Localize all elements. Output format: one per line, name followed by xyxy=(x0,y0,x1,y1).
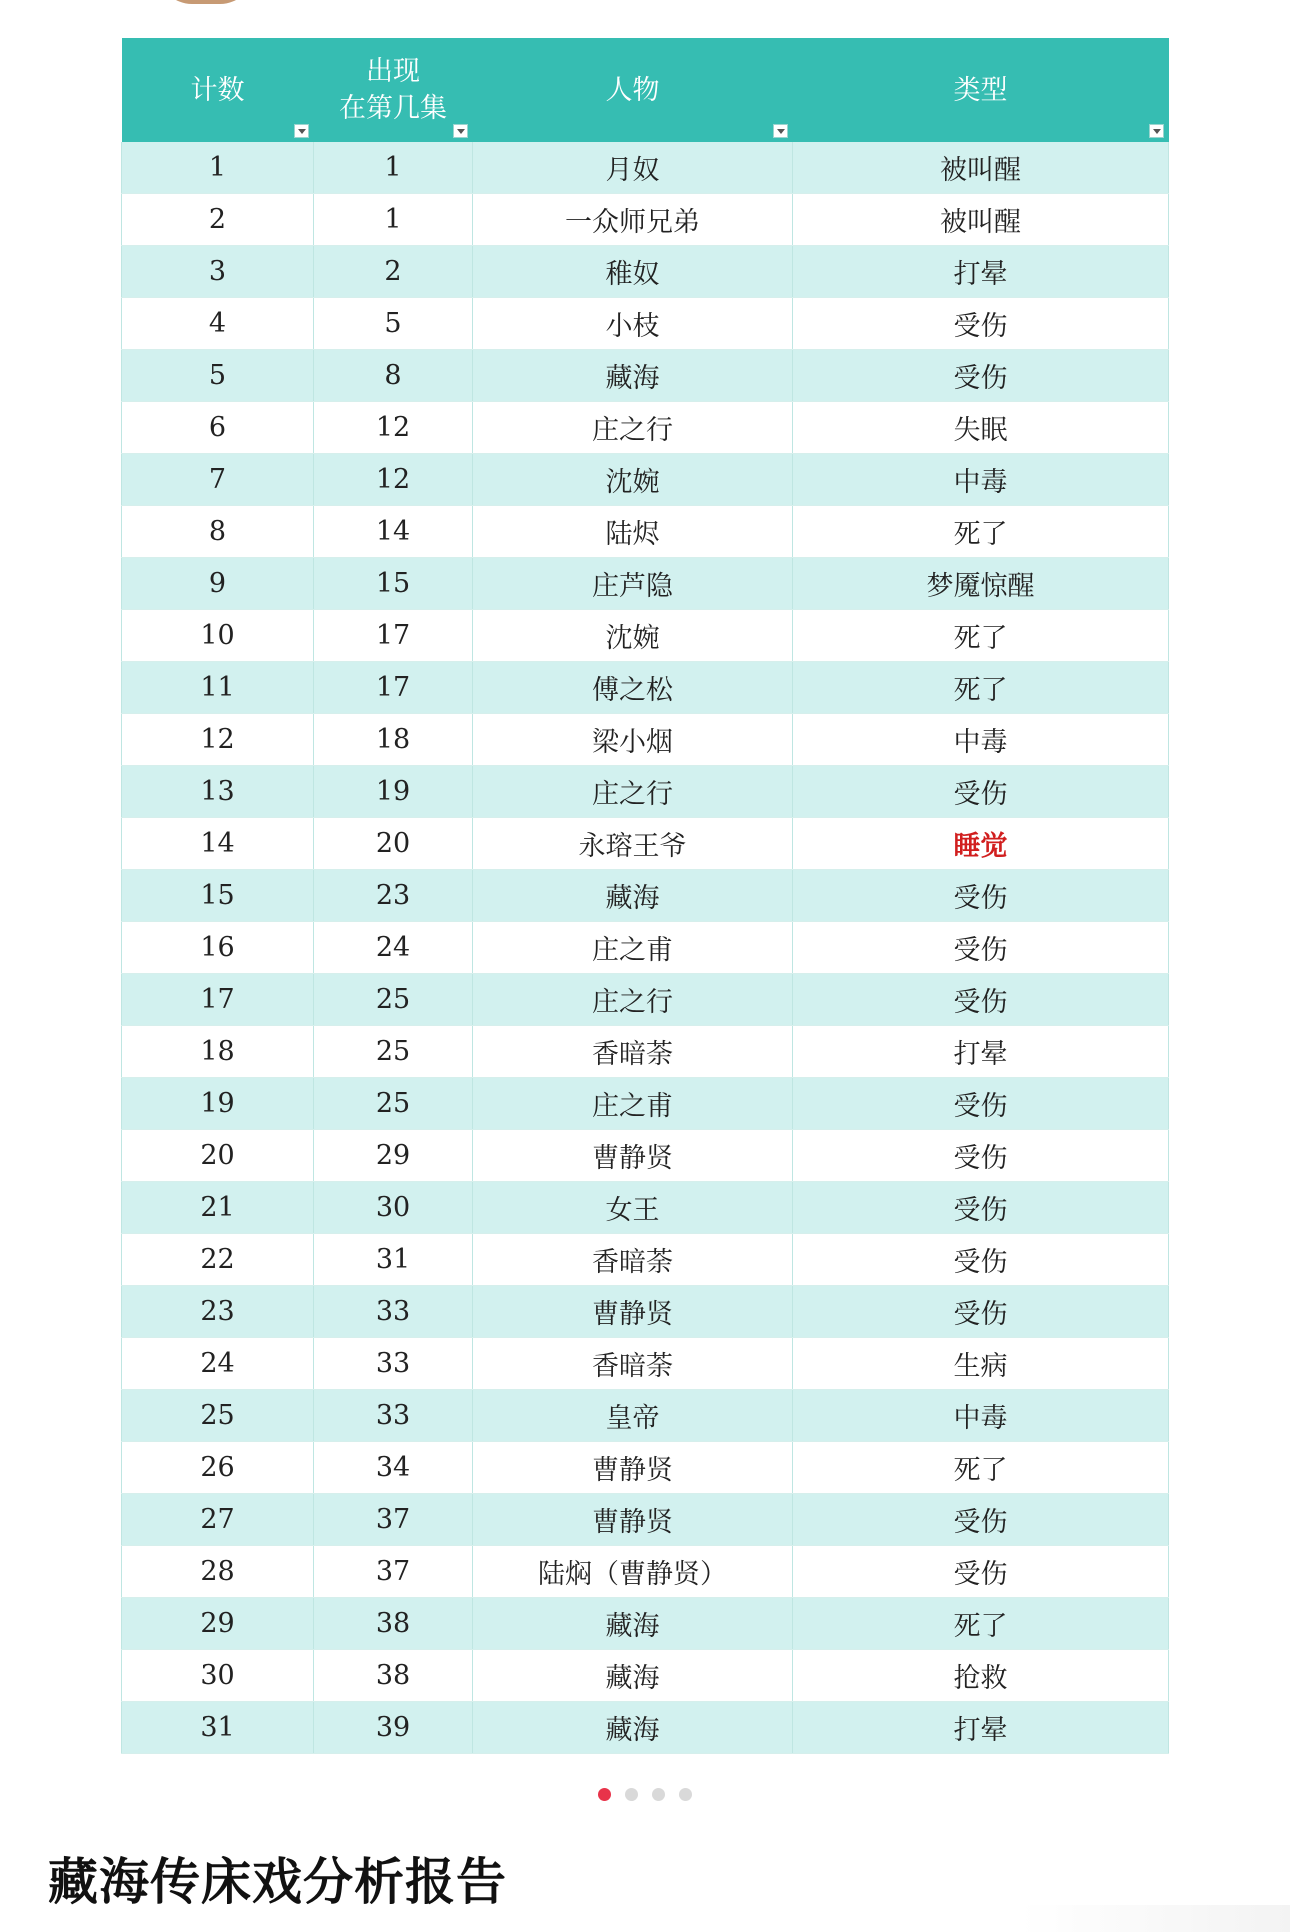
table-row xyxy=(122,194,1169,246)
type-cell: 打晕 xyxy=(793,246,1169,298)
count-cell: 29 xyxy=(122,1598,314,1650)
table-row xyxy=(122,766,1169,818)
table-row xyxy=(122,506,1169,558)
table-row xyxy=(122,1442,1169,1494)
count-cell: 13 xyxy=(122,766,314,818)
character-cell: 曹静贤 xyxy=(473,1494,793,1546)
table-row xyxy=(122,454,1169,506)
table-row xyxy=(122,1078,1169,1130)
character-cell: 陆烬 xyxy=(473,506,793,558)
type-cell: 死了 xyxy=(793,506,1169,558)
character-cell: 曹静贤 xyxy=(473,1442,793,1494)
type-cell: 睡觉 xyxy=(793,818,1169,870)
episode-cell: 31 xyxy=(314,1234,473,1286)
type-cell: 打晕 xyxy=(793,1026,1169,1078)
carousel-dot[interactable] xyxy=(679,1788,692,1801)
type-cell: 抢救 xyxy=(793,1650,1169,1702)
character-cell: 曹静贤 xyxy=(473,1286,793,1338)
carousel-indicator xyxy=(0,1788,1290,1801)
character-cell: 香暗荼 xyxy=(473,1026,793,1078)
filter-dropdown-icon[interactable] xyxy=(1149,124,1164,138)
header-character-label: 人物 xyxy=(605,74,660,106)
count-cell: 7 xyxy=(122,454,314,506)
episode-cell: 24 xyxy=(314,922,473,974)
type-cell: 打晕 xyxy=(793,1702,1169,1754)
character-cell: 庄之行 xyxy=(473,402,793,454)
character-cell: 永瑢王爷 xyxy=(473,818,793,870)
type-cell: 受伤 xyxy=(793,974,1169,1026)
character-cell: 沈婉 xyxy=(473,610,793,662)
table-row xyxy=(122,1286,1169,1338)
table-row xyxy=(122,662,1169,714)
count-cell: 4 xyxy=(122,298,314,350)
character-cell: 小枝 xyxy=(473,298,793,350)
data-table xyxy=(121,38,1169,1754)
post-title: 藏海传床戏分析报告 xyxy=(48,1853,507,1911)
character-cell: 稚奴 xyxy=(473,246,793,298)
type-cell: 受伤 xyxy=(793,350,1169,402)
table-row xyxy=(122,1494,1169,1546)
type-cell: 生病 xyxy=(793,1338,1169,1390)
character-cell: 庄之甫 xyxy=(473,922,793,974)
episode-cell: 38 xyxy=(314,1598,473,1650)
table-row xyxy=(122,818,1169,870)
filter-dropdown-icon[interactable] xyxy=(773,124,788,138)
type-cell: 中毒 xyxy=(793,454,1169,506)
avatar[interactable] xyxy=(158,0,254,4)
episode-cell: 33 xyxy=(314,1338,473,1390)
character-cell: 庄之甫 xyxy=(473,1078,793,1130)
spreadsheet-image xyxy=(121,38,1168,1754)
table-body xyxy=(122,142,1169,1754)
count-cell: 22 xyxy=(122,1234,314,1286)
episode-cell: 23 xyxy=(314,870,473,922)
count-cell: 24 xyxy=(122,1338,314,1390)
count-cell: 5 xyxy=(122,350,314,402)
character-cell: 沈婉 xyxy=(473,454,793,506)
type-cell: 死了 xyxy=(793,1598,1169,1650)
header-character xyxy=(473,38,793,142)
type-cell: 死了 xyxy=(793,662,1169,714)
character-cell: 香暗荼 xyxy=(473,1234,793,1286)
episode-cell: 37 xyxy=(314,1494,473,1546)
table-row xyxy=(122,298,1169,350)
character-cell: 曹静贤 xyxy=(473,1130,793,1182)
count-cell: 23 xyxy=(122,1286,314,1338)
type-cell: 受伤 xyxy=(793,298,1169,350)
episode-cell: 39 xyxy=(314,1702,473,1754)
table-row xyxy=(122,870,1169,922)
header-episode-label: 出现 在第几集 xyxy=(339,56,447,124)
episode-cell: 25 xyxy=(314,1078,473,1130)
count-cell: 25 xyxy=(122,1390,314,1442)
episode-cell: 1 xyxy=(314,194,473,246)
table-row xyxy=(122,922,1169,974)
count-cell: 20 xyxy=(122,1130,314,1182)
count-cell: 14 xyxy=(122,818,314,870)
table-row xyxy=(122,558,1169,610)
count-cell: 31 xyxy=(122,1702,314,1754)
count-cell: 8 xyxy=(122,506,314,558)
character-cell: 藏海 xyxy=(473,1598,793,1650)
carousel-dot[interactable] xyxy=(652,1788,665,1801)
episode-cell: 29 xyxy=(314,1130,473,1182)
episode-cell: 33 xyxy=(314,1286,473,1338)
episode-cell: 17 xyxy=(314,610,473,662)
character-cell: 藏海 xyxy=(473,1702,793,1754)
type-cell: 被叫醒 xyxy=(793,142,1169,194)
count-cell: 27 xyxy=(122,1494,314,1546)
filter-dropdown-icon[interactable] xyxy=(294,124,309,138)
episode-cell: 12 xyxy=(314,454,473,506)
type-cell: 被叫醒 xyxy=(793,194,1169,246)
episode-cell: 14 xyxy=(314,506,473,558)
type-cell: 受伤 xyxy=(793,1494,1169,1546)
character-cell: 一众师兄弟 xyxy=(473,194,793,246)
count-cell: 3 xyxy=(122,246,314,298)
table-row xyxy=(122,246,1169,298)
table-row xyxy=(122,142,1169,194)
episode-cell: 34 xyxy=(314,1442,473,1494)
character-cell: 梁小烟 xyxy=(473,714,793,766)
type-cell: 受伤 xyxy=(793,870,1169,922)
header-count xyxy=(122,38,314,142)
count-cell: 1 xyxy=(122,142,314,194)
header-type-label: 类型 xyxy=(953,74,1008,106)
count-cell: 18 xyxy=(122,1026,314,1078)
type-cell: 死了 xyxy=(793,1442,1169,1494)
character-cell: 傅之松 xyxy=(473,662,793,714)
character-cell: 藏海 xyxy=(473,350,793,402)
type-cell: 受伤 xyxy=(793,1546,1169,1598)
table-row xyxy=(122,1702,1169,1754)
table-row xyxy=(122,1598,1169,1650)
header-row xyxy=(122,38,1169,142)
filter-dropdown-icon[interactable] xyxy=(453,124,468,138)
table-row xyxy=(122,402,1169,454)
count-cell: 11 xyxy=(122,662,314,714)
table-row xyxy=(122,714,1169,766)
episode-cell: 19 xyxy=(314,766,473,818)
count-cell: 2 xyxy=(122,194,314,246)
count-cell: 10 xyxy=(122,610,314,662)
episode-cell: 25 xyxy=(314,1026,473,1078)
character-cell: 藏海 xyxy=(473,870,793,922)
episode-cell: 2 xyxy=(314,246,473,298)
type-cell: 受伤 xyxy=(793,922,1169,974)
type-cell: 死了 xyxy=(793,610,1169,662)
character-cell: 皇帝 xyxy=(473,1390,793,1442)
table-row xyxy=(122,1234,1169,1286)
episode-cell: 8 xyxy=(314,350,473,402)
count-cell: 21 xyxy=(122,1182,314,1234)
count-cell: 15 xyxy=(122,870,314,922)
header-count-label: 计数 xyxy=(190,74,245,106)
character-cell: 月奴 xyxy=(473,142,793,194)
type-cell: 失眠 xyxy=(793,402,1169,454)
type-cell: 受伤 xyxy=(793,1182,1169,1234)
type-cell: 中毒 xyxy=(793,1390,1169,1442)
header-type xyxy=(793,38,1169,142)
count-cell: 19 xyxy=(122,1078,314,1130)
title-fade-overlay xyxy=(1020,1905,1290,1932)
count-cell: 28 xyxy=(122,1546,314,1598)
episode-cell: 38 xyxy=(314,1650,473,1702)
type-cell: 受伤 xyxy=(793,1234,1169,1286)
table-row xyxy=(122,610,1169,662)
episode-cell: 25 xyxy=(314,974,473,1026)
episode-cell: 33 xyxy=(314,1390,473,1442)
episode-cell: 18 xyxy=(314,714,473,766)
count-cell: 6 xyxy=(122,402,314,454)
episode-cell: 30 xyxy=(314,1182,473,1234)
table-row xyxy=(122,1026,1169,1078)
character-cell: 香暗荼 xyxy=(473,1338,793,1390)
episode-cell: 17 xyxy=(314,662,473,714)
type-cell: 受伤 xyxy=(793,1286,1169,1338)
character-cell: 陆焖（曹静贤） xyxy=(473,1546,793,1598)
episode-cell: 37 xyxy=(314,1546,473,1598)
count-cell: 17 xyxy=(122,974,314,1026)
character-cell: 女王 xyxy=(473,1182,793,1234)
character-cell: 庄芦隐 xyxy=(473,558,793,610)
character-cell: 藏海 xyxy=(473,1650,793,1702)
character-cell: 庄之行 xyxy=(473,766,793,818)
table-row xyxy=(122,974,1169,1026)
type-cell: 受伤 xyxy=(793,1078,1169,1130)
episode-cell: 1 xyxy=(314,142,473,194)
episode-cell: 15 xyxy=(314,558,473,610)
episode-cell: 12 xyxy=(314,402,473,454)
header-episode xyxy=(314,38,473,142)
table-row xyxy=(122,1130,1169,1182)
carousel-dot[interactable] xyxy=(625,1788,638,1801)
episode-cell: 20 xyxy=(314,818,473,870)
table-row xyxy=(122,1182,1169,1234)
episode-cell: 5 xyxy=(314,298,473,350)
table-row xyxy=(122,1546,1169,1598)
table-row xyxy=(122,1390,1169,1442)
count-cell: 30 xyxy=(122,1650,314,1702)
type-cell: 受伤 xyxy=(793,766,1169,818)
type-cell: 梦魇惊醒 xyxy=(793,558,1169,610)
table-row xyxy=(122,350,1169,402)
table-row xyxy=(122,1338,1169,1390)
table-row xyxy=(122,1650,1169,1702)
character-cell: 庄之行 xyxy=(473,974,793,1026)
count-cell: 9 xyxy=(122,558,314,610)
carousel-dot[interactable] xyxy=(598,1788,611,1801)
count-cell: 16 xyxy=(122,922,314,974)
count-cell: 12 xyxy=(122,714,314,766)
type-cell: 中毒 xyxy=(793,714,1169,766)
type-cell: 受伤 xyxy=(793,1130,1169,1182)
count-cell: 26 xyxy=(122,1442,314,1494)
